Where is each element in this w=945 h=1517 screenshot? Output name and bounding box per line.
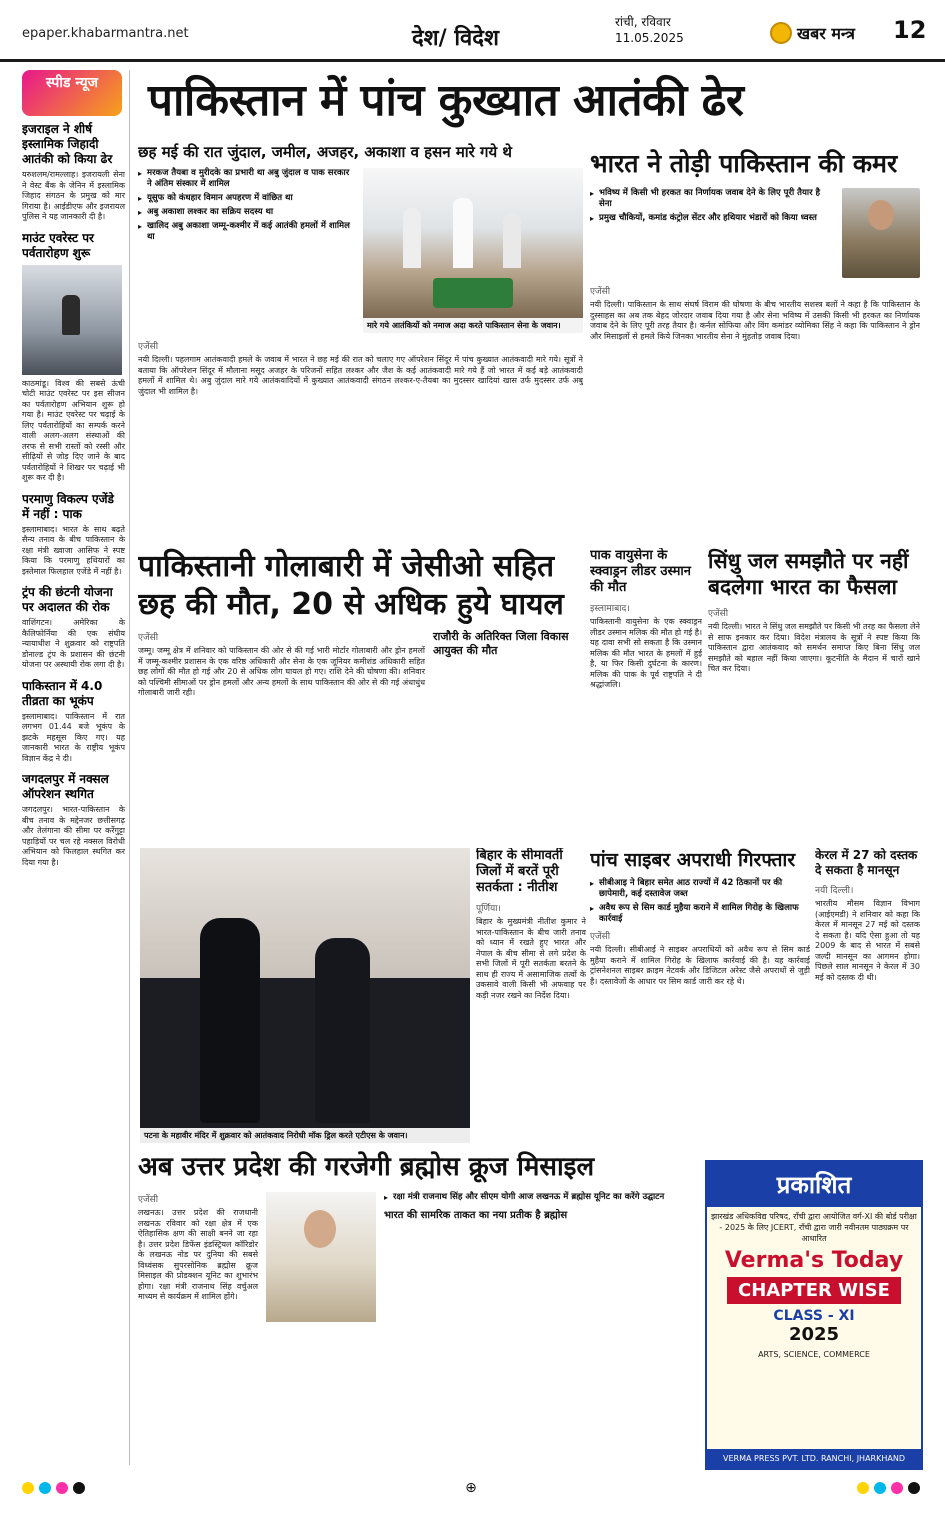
color-dot xyxy=(22,1482,34,1494)
funeral-prayer-photo xyxy=(363,168,583,318)
story-body: नयी दिल्ली। सीबीआई ने साइबर अपराधियों को अवैध रूप से सिम कार्ड मुहैया कराने में शामिल गिरोह के खिलाफ कार्रवाई की है। यह कार्रवाई ट्रांसनेशनल साइबर क्राइम नेटवर्क और डिजिटल अरेस्ट जैसे अपराधों से जुड़ी है। दस्तावेजों के आधार पर सिम कार्ड जारी कर रहे थे। xyxy=(590,945,810,986)
ad-streams: ARTS, SCIENCE, COMMERCE xyxy=(758,1350,870,1359)
story-kicker: एजेंसी xyxy=(138,342,159,352)
story-headline[interactable]: केरल में 27 को दस्तक दे सकता है मानसून xyxy=(815,848,918,877)
brand xyxy=(770,22,855,44)
story-cyber-criminals xyxy=(590,848,810,1143)
story-body: पाकिस्तानी वायुसेना के एक स्क्वाड्रन लीडर उस्मान मलिक की मौत हो गई है। यह दावा सभी सो सकता है कि उस्मान मलिक की मौत भारत के हमलों में हुई है, या फिर किसी दुर्घटना के कारण। मलिक की पाक के पूर्व राष्ट्रपति ने दी श्रद्धांजलि। xyxy=(590,617,702,689)
story-headline[interactable]: पाकिस्तानी गोलाबारी में जेसीओ सहित छह की मौत, 20 से अधिक हुये घायल xyxy=(138,549,564,622)
story-side-head: राजौरी के अतिरिक्त जिला विकास आयुक्त की मौत xyxy=(433,630,569,657)
bullet-item: ▸ मरकज तैयबा व मुरीदके का प्रभारी था अबु जुंदाल व पाक सरकार ने अंतिम संस्कार में शामिल xyxy=(138,168,355,190)
story-indus-water xyxy=(708,548,920,843)
color-dot xyxy=(874,1482,886,1494)
story-subhead: छह मई की रात जुंदाल, जमील, अजहर, अकाशा व हसन मारे गये थे xyxy=(138,143,512,161)
side-story-headline: परमाणु विकल्प एजेंडे में नहीं : पाक xyxy=(22,491,114,521)
story-headline[interactable]: अब उत्तर प्रदेश की गरजेगी ब्रह्मोस क्रूज मिसाइल xyxy=(138,1152,595,1182)
ad-brand: Verma's Today xyxy=(724,1248,904,1273)
site-url[interactable]: epaper.khabarmantra.net xyxy=(22,26,189,41)
story-body: बिहार के मुख्यमंत्री नीतीश कुमार ने भारत-पाकिस्तान के बीच जारी तनाव को ध्यान में रखते हुए भारत और नेपाल के बीच सीमा से लगे प्रदेश के सभी जिलों में पूरी सतर्कता बरतने के साथ ही राज्य में असामाजिक तत्वों के उकसावे वाली किसी भी अफवाह पर कड़ी नजर रखने का निर्देश दिया। xyxy=(476,917,586,1000)
story-kicker: एजेंसी xyxy=(708,609,729,619)
color-dot xyxy=(857,1482,869,1494)
ad-year: 2025 xyxy=(788,1324,840,1345)
side-story[interactable] xyxy=(22,585,125,671)
story-brahmos xyxy=(138,1150,698,1468)
story-bullets xyxy=(590,878,810,925)
masthead xyxy=(0,0,945,62)
section-title: देश/ विदेश xyxy=(412,26,499,51)
side-story[interactable] xyxy=(22,492,125,578)
ad-contact: VERMA PRESS PVT. LTD. RANCHI, JHARKHAND xyxy=(707,1449,921,1468)
commando-figure xyxy=(315,938,370,1123)
story-bullets xyxy=(590,188,834,224)
ad-subtitle: झारखंड अधिकविद्य परिषद, राँची द्वारा आयोजित वर्ग-XI की बोर्ड परीक्षा - 2025 के लिए JCERT, राँची द्वारा जारी नवीनतम पाठ्यक्रम पर आधारित xyxy=(711,1212,917,1243)
bullet-item: ▸ भविष्य में किसी भी हरकत का निर्णायक जवाब देने के लिए पूरी तैयार है सेना xyxy=(590,188,834,210)
story-body: नयी दिल्ली। पहलगाम आतंकवादी हमले के जवाब में भारत ने छह मई की रात को चलाए गए ऑपरेशन सिंदूर में पांच कुख्यात आतंकवादी मारे गये। सूत्रों ने बताया कि ऑपरेशन सिंदूर में मौलाना मसूद अजहर के परिजनों सहित लश्कर और जैश के कई आतंकवादी मारे गये हैं जो भारत में कई बड़े आतंकवादी हमलों में शामिल थे। अबु जुंदाल मारे गये आतंकवादियों में कुख्यात आतंकवादी संगठन लश्कर-ए-तैयबा का मुदस्सर खादियां खास उर्फ मुदस्सर उर्फ अबु जुंदाल भी शामिल है। xyxy=(138,355,583,396)
story-broke-pakistan xyxy=(590,148,920,543)
ats-mock-drill-photo xyxy=(140,848,470,1143)
main-headline[interactable]: पाकिस्तान में पांच कुख्यात आतंकी ढेर xyxy=(148,75,744,126)
book-advertisement[interactable] xyxy=(705,1160,923,1470)
story-body: नयी दिल्ली। भारत ने सिंधु जल समझौते पर किसी भी तरह का फैसला लेने से साफ इनकार कर दिया। विदेश मंत्रालय के सूत्रों ने स्पष्ट किया कि पाकिस्तान द्वारा आतंकवाद को समर्थन समाप्त किए बिना सिंधु जल समझौते को बहाल नहीं किया जाएगा। कूटनीति के मैदान में चारों खाने चित कर दिया। xyxy=(708,622,920,673)
story-kicker: नयी दिल्ली। xyxy=(815,886,854,896)
story-bullets xyxy=(138,168,355,243)
bullet-item: ▸ रक्षा मंत्री राजनाथ सिंह और सीएम योगी आज लखनऊ में ब्रह्मोस यूनिट का करेंगे उद्घाटन xyxy=(384,1192,698,1203)
story-kicker: एजेंसी xyxy=(590,932,611,942)
rajnath-singh-photo xyxy=(266,1192,376,1322)
bullet-item: ▸ अबु अकाशा लश्कर का सक्रिय सदस्य था xyxy=(138,207,355,218)
page-number: 12 xyxy=(893,16,927,44)
side-story-body: इस्लामाबाद। भारत के साथ बढ़ते सैन्य तनाव के बीच पाकिस्तान के रक्षा मंत्री ख्वाजा आसिफ ने स्पष्ट किया कि परमाणु हथियारों का इस्तेमाल फिलहाल एजेंडे में नहीं है। xyxy=(22,524,125,576)
brand-name: खबर मन्त्र xyxy=(797,24,855,43)
story-monsoon xyxy=(815,848,920,1143)
story-highlight: भारत की सामरिक ताकत का नया प्रतीक है ब्रह्मोस xyxy=(384,1210,568,1221)
story-body: लखनऊ। उत्तर प्रदेश की राजधानी लखनऊ रविवार को रक्षा क्षेत्र में एक ऐतिहासिक क्षण की साक्षी बनने जा रहा है। उत्तर प्रदेश डिफेंस इंडस्ट्रियल कॉरिडोर के लखनऊ नोड पर दुनिया की सबसे विध्वंसक सुपरसोनिक ब्रह्मोस क्रूज मिसाइल की प्रोडक्शन यूनिट का शुभारंभ होगा। रक्षा मंत्री राजनाथ सिंह वर्चुअल माध्यम से कार्यक्रम में शामिल होंगे। xyxy=(138,1208,258,1301)
side-story-headline: जगदलपुर में नक्सल ऑपरेशन स्थगित xyxy=(22,772,109,801)
story-headline[interactable]: पांच साइबर अपराधी गिरफ्तार xyxy=(590,849,796,871)
army-officer-photo xyxy=(842,188,920,278)
story-body: जम्मू। जम्मू क्षेत्र में शनिवार को पाकिस्तान की ओर से की गई भारी मोर्टार गोलाबारी और ड्रोन हमलों में जम्मू-कश्मीर प्रशासन के एक वरिष्ठ अधिकारी और सेना के एक जूनियर कमीशंड अधिकारी सहित छह लोगों की मौत हो गई और 20 से अधिक लोग घायल हो गए। राशि देने की घोषणा की। शनिवार को पश्चिमी सीमाओं पर ड्रोन हमलों और अन्य हमलों के साथ पाकिस्तान की ओर से की गई अंधाधुंध गोलाबारी जारी रही। xyxy=(138,646,425,697)
side-story-body: काठमांडू। विश्व की सबसे ऊंची चोटी माउंट एवरेस्ट पर इस सीजन का पर्वतारोहण अभियान शुरू हो गया है। माउंट एवरेस्ट पर चढ़ाई के लिए पर्वतारोहियों का सम्पर्क करने वाली अलग-अलग संस्थाओं की तरफ से सभी रास्तों को रस्सी और सीढ़ियों से जोड़ दिए जाने के बाद पर्वतारोहियों ने शिखर पर चढ़ाई भी शुरू कर दी है। xyxy=(22,378,125,482)
side-story-headline: पाकिस्तान में 4.0 तीव्रता का भूकंप xyxy=(22,678,103,708)
registration-mark-icon: ⊕ xyxy=(465,1480,477,1496)
side-story-body: वाशिंगटन। अमेरिका के कैलिफोर्निया की एक संघीय न्यायाधीश ने शुक्रवार को राष्ट्रपति डोनाल्ड ट्रंप के प्रशासन की छंटनी योजना पर अस्थायी रोक लगा दी है। xyxy=(22,618,125,669)
city-day: रांची, रविवार xyxy=(615,15,671,29)
bullet-item: ▸ सीबीआइ ने बिहार समेत आठ राज्यों में 42 ठिकानों पर की छापेमारी, कई दस्तावेज जब्त xyxy=(590,878,810,900)
story-kicker: एजेंसी xyxy=(590,287,611,297)
color-dot xyxy=(73,1482,85,1494)
side-story-body: यरुशलम/रामल्लाह। इजरायली सेना ने वेस्ट बैंक के जेनिन में इस्लामिक जिहाद संगठन के प्रमुख को मार गिराया है। आईडीएफ और इजरायल पुलिस ने यह जानकारी दी है। xyxy=(22,170,125,221)
side-story-headline: इजराइल ने शीर्ष इस्लामिक जिहादी आतंकी को किया ढेर xyxy=(22,122,113,166)
color-dot xyxy=(891,1482,903,1494)
story-bullets xyxy=(384,1192,698,1203)
side-story[interactable] xyxy=(22,231,125,484)
color-dot xyxy=(56,1482,68,1494)
color-dot xyxy=(39,1482,51,1494)
story-squadron-leader xyxy=(590,548,702,843)
side-story-headline: ट्रंप की छंटनी योजना पर अदालत की रोक xyxy=(22,585,113,614)
ad-title: प्रकाशित xyxy=(707,1162,921,1207)
ad-class: CLASS - XI xyxy=(773,1308,855,1324)
everest-climber-photo xyxy=(22,265,122,375)
story-kicker: एजेंसी xyxy=(138,633,159,643)
bullet-item: ▸ अवैध रूप से सिम कार्ड मुहैया कराने में शामिल गिरोह के खिलाफ कार्रवाई xyxy=(590,903,810,925)
story-terrorists-killed xyxy=(138,142,583,542)
photo-caption: पटना के महावीर मंदिर में शुक्रवार को आतंकवाद निरोधी मॉक ड्रिल करते एटीएस के जवान। xyxy=(140,1128,470,1143)
bullet-item: ▸ प्रमुख चौकियों, कमांड कंट्रोल सेंटर और हथियार भंडारों को किया ध्वस्त xyxy=(590,213,834,224)
color-registration-dots-left xyxy=(22,1482,85,1494)
story-bihar-alert xyxy=(476,848,586,1143)
speed-news-column xyxy=(22,70,130,1465)
story-kicker: एजेंसी xyxy=(138,1195,159,1205)
story-headline[interactable]: सिंधु जल समझौते पर नहीं बदलेगा भारत का फैसला xyxy=(708,549,909,599)
story-shelling-deaths xyxy=(138,548,583,843)
side-story-body: जगदलपुर। भारत-पाकिस्तान के बीच तनाव के मद्देनजर छत्तीसगढ़ और तेलंगाना की सीमा पर कर्रेगुट्टा पहाड़ियों पर चल रहे नक्सल विरोधी अभियान को फिलहाल स्थगित कर दिया गया है। xyxy=(22,805,125,867)
story-body: भारतीय मौसम विज्ञान विभाग (आईएमडी) ने शनिवार को कहा कि केरल में मानसून 27 मई को दस्तक दे सकता है। यदि ऐसा हुआ तो यह 2009 के बाद से भारत में सबसे जल्दी मानसून का आगमन होगा। पिछले साल मानसून ने केरल में 30 मई को दस्तक दी थी। xyxy=(815,899,920,982)
ad-chapter-wise: CHAPTER WISE xyxy=(727,1277,901,1304)
speed-news-badge: स्पीड न्यूज xyxy=(22,70,122,116)
brand-logo-icon xyxy=(770,22,792,44)
story-headline[interactable]: भारत ने तोड़ी पाकिस्तान की कमर xyxy=(590,149,898,178)
bullet-item: ▸ यूसुफ को कंधहार विमान अपहरण में वांछित था xyxy=(138,193,355,204)
color-dot xyxy=(908,1482,920,1494)
side-story-body: इस्लामाबाद। पाकिस्तान में रात लगभग 01.44 बजे भूकंप के झटके महसूस किए गए। यह जानकारी भारत के राष्ट्रीय भूकंप विज्ञान केंद्र ने दी। xyxy=(22,711,125,763)
side-story[interactable] xyxy=(22,772,125,868)
photo-caption: मारे गये आतंकियों को नमाज अदा करते पाकिस्तान सेना के जवान। xyxy=(363,318,583,333)
side-story-headline: माउंट एवरेस्ट पर पर्वतारोहण शुरू xyxy=(22,230,94,260)
story-headline[interactable]: पाक वायुसेना के स्क्वाड्रन लीडर उस्मान की मौत xyxy=(590,548,691,595)
story-body: नयी दिल्ली। पाकिस्तान के साथ संघर्ष विराम की घोषणा के बीच भारतीय सशस्त्र बलों ने कहा है कि पाकिस्तान के दुस्साहस का अब तक बेहद जोरदार जवाब दिया गया है और सेना भविष्य में उसकी किसी भी हरकत का निर्णायक जवाब देने के लिए पूरी तरह तैयार है। कर्नल सोफिया और विंग कमांडर व्योमिका सिंह ने कहा कि पाकिस्तान ने ड्रोन और मिसाइलों से हमले किये जिनका भारतीय सेना ने मुंहतोड़ जवाब दिया। xyxy=(590,300,920,341)
side-story[interactable] xyxy=(22,679,125,765)
color-registration-dots-right xyxy=(857,1482,920,1494)
story-kicker: इस्लामाबाद। xyxy=(590,604,630,614)
commando-figure xyxy=(200,918,260,1123)
story-kicker: पूर्णिया। xyxy=(476,904,501,914)
date-line xyxy=(615,14,684,46)
story-headline[interactable]: बिहार के सीमावर्ती जिलों में बरतें पूरी सतर्कता : नीतीश xyxy=(476,848,563,895)
bullet-item: ▸ खालिद अबु अकाशा जम्मू-कश्मीर में कई आतंकी हमलों में शामिल था xyxy=(138,221,355,243)
issue-date: 11.05.2025 xyxy=(615,31,684,45)
page-footer xyxy=(22,1478,920,1498)
side-story[interactable] xyxy=(22,122,125,223)
